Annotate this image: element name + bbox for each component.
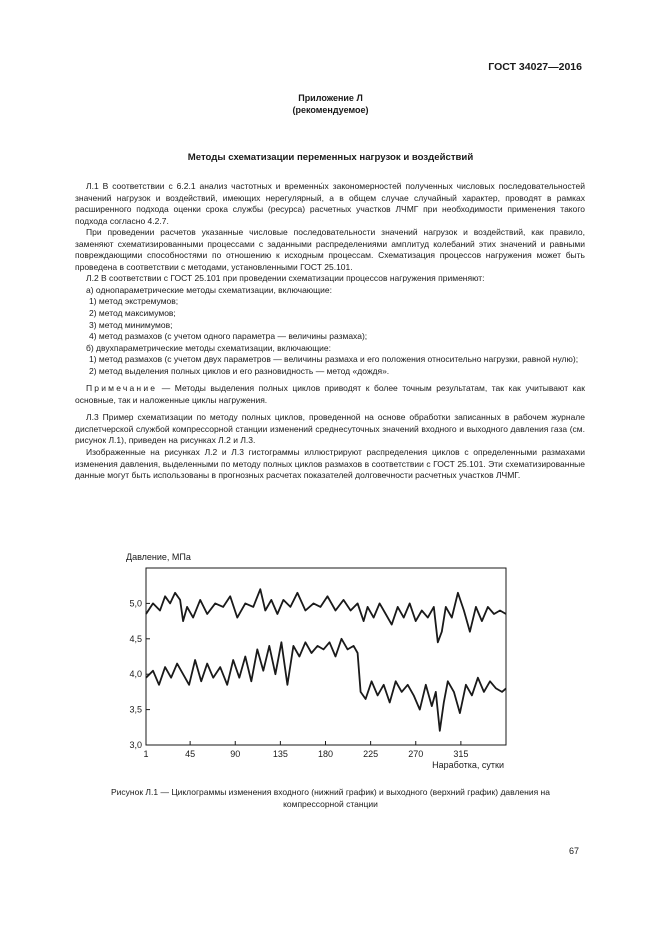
list-b-heading: б) двухпараметрические методы схематизации, включающие:	[86, 342, 332, 353]
y-tick-label: 5,0	[129, 598, 142, 609]
x-ticks	[143, 741, 468, 759]
y-tick-label: 3,0	[129, 740, 142, 750]
paragraph-calc: При проведении расчетов указанные числовые последовательности значений нагрузок и воздействий, как правило, заменяют схематизированными процессами с заданными распределениями амплитуд колебаний этих значений и равными повреждающими способностями по отношению к исходным процессам. Схематизация процессов нагружения может быть проведена в соответствии с методами, установленными ГОСТ 25.101.	[75, 227, 585, 272]
y-tick-label: 4,5	[129, 633, 142, 644]
inlet-pressure-line	[146, 639, 506, 731]
list-a-item-4: 4) метод размахов (с учетом одного параметра — величины размаха);	[89, 331, 368, 342]
x-axis-label: Наработка, сутки	[432, 760, 504, 770]
y-ticks	[129, 598, 150, 750]
x-tick-label: 135	[272, 749, 288, 759]
pressure-chart	[110, 548, 530, 778]
x-tick-label: 270	[408, 749, 424, 759]
x-tick-label: 90	[230, 749, 241, 759]
annex-title: Приложение Л	[298, 93, 363, 103]
x-tick-label: 225	[363, 749, 379, 759]
y-tick-label: 3,5	[129, 704, 142, 715]
annex-heading	[0, 92, 661, 116]
plot-frame	[146, 568, 506, 745]
paragraph-l2: Л.2 В соответствии с ГОСТ 25.101 при проведении схематизации процессов нагружения применяют:	[86, 273, 485, 284]
list-a-item-3: 3) метод минимумов;	[89, 319, 173, 330]
y-axis-label: Давление, МПа	[126, 552, 191, 562]
figure-caption: Рисунок Л.1 — Циклограммы изменения входного (нижний график) и выходного (верхний график) давления на компрессорной станции	[111, 787, 550, 809]
document-header: ГОСТ 34027—2016	[488, 61, 582, 73]
note-label: Примечание	[86, 383, 158, 394]
list-a-item-1: 1) метод экстремумов;	[89, 296, 179, 307]
note-text: — Методы выделения полных циклов приводят к более точным результатам, так как учитывают как основные, так и наложенные циклы нагружения.	[75, 383, 585, 405]
list-b-item-2: 2) метод выделения полных циклов и его разновидность — метод «дождя».	[89, 365, 390, 376]
note	[75, 383, 585, 406]
outlet-pressure-line	[146, 589, 506, 642]
body-text	[75, 181, 585, 482]
list-a-item-2: 2) метод максимумов;	[89, 308, 176, 319]
y-tick-label: 4,0	[129, 669, 142, 680]
paragraph-l3: Л.3 Пример схематизации по методу полных циклов, проведенной на основе обработки записанных в рабочем журнале диспетчерской службой компрессорной станции изменений среднесуточных значений входного и выходного давления газа (см. рисунок Л.1), приведен на рисунках Л.2 и Л.3.	[75, 412, 585, 446]
list-b-item-1: 1) метод размахов (с учетом двух параметров — величины размаха и его положения относительно нагрузки, равной нулю);	[89, 354, 579, 365]
section-title: Методы схематизации переменных нагрузок и воздействий	[187, 152, 474, 163]
annex-subtitle: (рекомендуемое)	[292, 105, 369, 115]
page-number: 67	[568, 846, 579, 856]
paragraph-histograms: Изображенные на рисунках Л.2 и Л.3 гистограммы иллюстрируют распределения циклов с определенными размахами изменения давления, выделенными по методу полных циклов размахов в соответствии с ГОСТ 25.101. Эти схематизированные данные могут быть использованы в прогнозных расчетах показателей долговечности расчетных участков ЛЧМГ.	[75, 447, 585, 481]
x-tick-label: 1	[143, 749, 149, 759]
x-tick-label: 180	[317, 749, 334, 759]
series-lines	[146, 589, 506, 731]
paragraph-l1: Л.1 В соответствии с 6.2.1 анализ частотных и временны́х закономерностей полученных числовых последовательностей значений нагрузок и воздействий, имеющих нерегулярный, а в общем случае случайный характер, проводят в рамках расширенного подхода оценки срока службы (ресурса) расчетных участков ЛЧМГ при необходимости применения такого подхода согласно 4.2.7.	[75, 181, 585, 226]
list-a-heading: а) однопараметрические методы схематизации, включающие:	[86, 284, 333, 295]
x-tick-label: 315	[453, 749, 469, 759]
x-tick-label: 45	[185, 749, 196, 759]
